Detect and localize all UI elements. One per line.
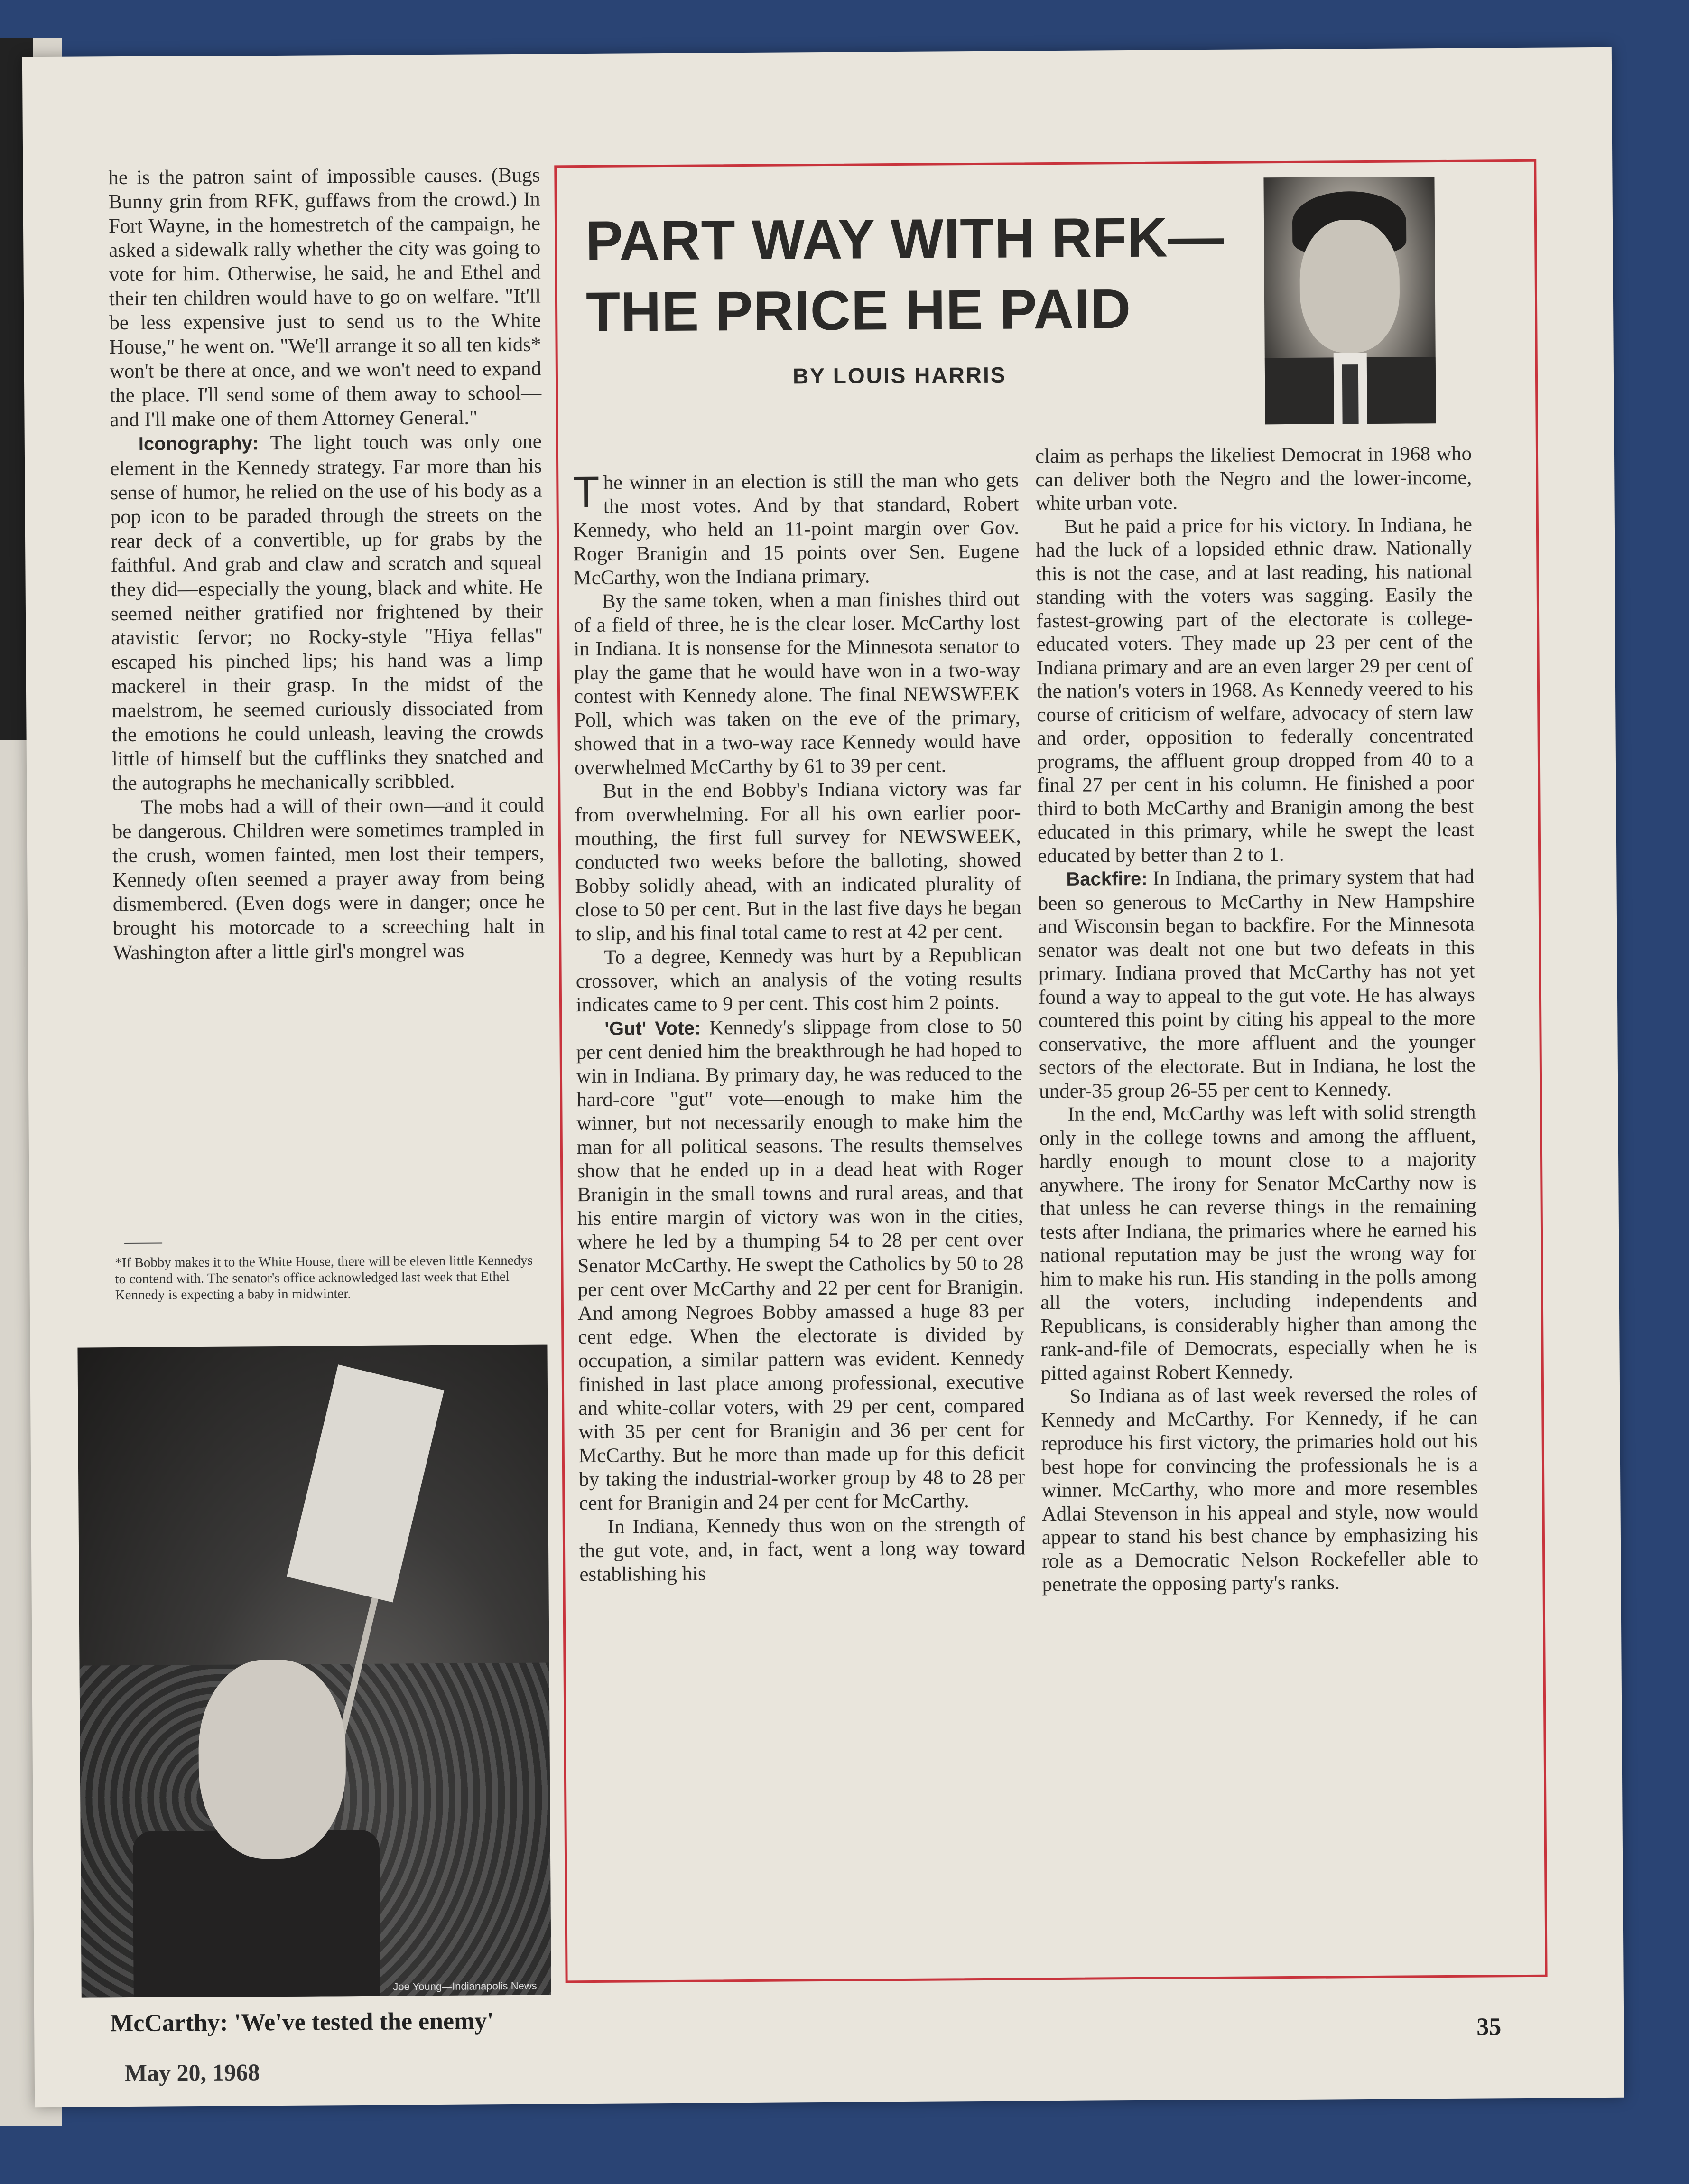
article-paragraph-4: To a degree, Kennedy was hurt by a Republican crossover, which an analysis of the voting results indicates came to 9 per cent. This cost him 2 points. — [575, 943, 1022, 1017]
article-paragraph-7: claim as perhaps the likeliest Democrat in 1968 who can deliver both the Negro and the lower-income, white urban vote. — [1035, 442, 1472, 515]
footnote-divider — [124, 1243, 162, 1244]
placard-sign — [287, 1364, 444, 1602]
article-headline — [585, 201, 1251, 348]
photo-caption: McCarthy: 'We've tested the enemy' — [110, 2007, 494, 2037]
backfire-paragraph — [1038, 865, 1476, 1103]
headline-line-2: THE PRICE HE PAID — [585, 278, 1132, 344]
photo-credit: Joe Young—Indianapolis News — [393, 1979, 537, 1993]
backfire-text: In Indiana, the primary system that had been so generous to McCarthy in New Hampshire and Wisconsin began to backfire. For the Minnesota senator was dealt not one but two defeats in this primary. Indiana proved that McCarthy has not yet found a way to appeal to the gut vote. He has always countered this point by citing his appeal to the more conservative, the more affluent and the younger sectors of the electorate. But in Indiana, he lost the under-35 group 26-55 per cent to Kennedy. — [1038, 865, 1476, 1102]
magazine-page — [22, 47, 1624, 2107]
iconography-kicker: Iconography: — [138, 433, 259, 455]
article-column-1 — [573, 468, 1025, 1587]
article-column-2 — [1035, 442, 1479, 1596]
continued-paragraph-1: he is the patron saint of impossible causes. (Bugs Bunny grin from RFK, guffaws from the crowd.) In Fort Wayne, in the homestretch of the campaign, he asked a sidewalk rally whether the city was going to vote for him. Otherwise, he said, he and Ethel and their ten children would have to go on welfare. "It'll be less expensive just to send us to the White House," he went on. "We'll arrange it so all ten kids* won't be there at once, and we won't need to expand the place. I'll send some of them away to school—and I'll make one of them Attorney General." — [108, 164, 542, 431]
article-paragraph-1 — [573, 468, 1020, 590]
article-paragraph-1-text: he winner in an election is still the man who gets the most votes. And by that standard, Robert Kennedy, who held an 11-point margin over Gov. Roger Branigin and 15 points over Sen. Eugene McCarthy, won the Indiana primary. — [573, 469, 1020, 589]
article-paragraph-10: In the end, McCarthy was left with solid strength only in the college towns and among the affluent, hardly enough to mount close to a majority anywhere. The irony for Senator McCarthy now is that unless he can reverse things in the remaining tests after Indiana, the primaries where he earned his national reputation may be just the wrong way for him to make his run. His standing in the polls among all the voters, including independents and Republicans, is considerably higher than among the rank-and-file of Democrats, especially when he is pitted against Robert Kennedy. — [1039, 1101, 1477, 1384]
portrait-face — [1299, 220, 1400, 353]
article-paragraph-2: By the same token, when a man finishes third out of a field of three, he is the clear loser. McCarthy lost in Indiana. It is nonsense for the Minnesota senator to play the game that he would have won in a two-way contest with Kennedy alone. The final NEWSWEEK Poll, which was taken on the eve of the primary, showed that in a two-way race Kennedy would have overwhelmed McCarthy by 61 to 39 per cent. — [574, 588, 1021, 779]
footnote: *If Bobby makes it to the White House, there will be eleven little Kennedys to contend with. The senator's office acknowledged last week that Ethel Kennedy is expecting a baby in midwinter. — [115, 1252, 533, 1303]
issue-date: May 20, 1968 — [124, 2059, 260, 2087]
mobs-paragraph: The mobs had a will of their own—and it could be dangerous. Children were sometimes trampled in the crush, women fainted, men lost their tempers, Kennedy often seemed a prayer away from being dismembered. (Even dogs were in danger; once he brought his motorcade to a screeching halt in Washington after a little girl's mongrel was — [112, 793, 545, 964]
gut-vote-paragraph — [576, 1014, 1025, 1515]
portrait-tie — [1342, 364, 1359, 424]
page-number: 35 — [1476, 2013, 1502, 2041]
iconography-paragraph — [110, 429, 544, 796]
mccarthy-face — [198, 1659, 346, 1859]
gut-vote-kicker: 'Gut' Vote: — [604, 1017, 701, 1039]
headline-line-1: PART WAY WITH RFK— — [585, 205, 1225, 273]
article-box — [554, 159, 1547, 1983]
drop-cap: T — [573, 467, 600, 517]
article-paragraph-8: But he paid a price for his victory. In Indiana, he had the luck of a lopsided ethnic draw. Nationally this is not the case, and at last reading, his national standing with the voters was sagging. Easily the fastest-growing part of the electorate is college-educated voters. They made up 23 per cent of the Indiana primary and are an even larger 29 per cent of the nation's voters in 1968. As Kennedy veered to his course of criticism of welfare, advocacy of stern law and order, opposition to federally concentrated programs, the affluent group dropped from 40 to a final 27 per cent in his column. He finished a poor third to both McCarthy and Branigin among the best educated in this primary, while he swept the least educated by better than 2 to 1. — [1036, 513, 1474, 867]
continued-column — [108, 163, 545, 965]
article-paragraph-6: In Indiana, Kennedy thus won on the strength of the gut vote, and, in fact, went a long way toward establishing his — [579, 1513, 1026, 1586]
mccarthy-crowd-photo — [77, 1345, 551, 1998]
author-portrait — [1263, 177, 1436, 424]
gut-vote-text: Kennedy's slippage from close to 50 per cent denied him the breakthrough he had hoped to win in Indiana. By primary day, he was reduced to the hard-core "gut" vote—enough to make him the winner, but not necessarily enough to make him the man for all political seasons. The results themselves show that he ended up in a dead heat with Roger Branigin in the small towns and rural areas, and that his entire margin of victory was won in the cities, where he led by a thumping 54 to 28 per cent over Senator McCarthy. He swept the Catholics by 50 to 28 per cent over McCarthy and 22 per cent for Branigin. And among Negroes Bobby amassed a huge 83 per cent edge. When the electorate is divided by occupation, a similar pattern was evident. Kennedy finished in last place among professional, executive and white-collar voters, with 29 per cent, compared with 35 per cent for Branigin and 36 per cent for McCarthy. But he more than made up for this deficit by taking the industrial-worker group by 48 to 28 per cent for Branigin and 24 per cent for McCarthy. — [576, 1015, 1025, 1515]
article-paragraph-3: But in the end Bobby's Indiana victory was far from overwhelming. For all his own earlier poor-mouthing, the first full survey for NEWSWEEK, conducted two weeks before the balloting, showed Bobby solidly ahead, with an indicated plurality of close to 50 per cent. But in the last five days he began to slip, and his final total came to rest at 42 per cent. — [575, 777, 1021, 945]
byline: BY LOUIS HARRIS — [792, 362, 1007, 389]
article-paragraph-11: So Indiana as of last week reversed the roles of Kennedy and McCarthy. For Kennedy, if he can reproduce his first victory, the primaries hold out his best hope for convincing the professionals he is a winner. McCarthy, who more and more resembles Adlai Stevenson in his appeal and style, now would appear to stand his best chance by emphasizing his role as a Democratic Nelson Rockefeller able to penetrate the opposing party's ranks. — [1041, 1382, 1479, 1596]
iconography-text: The light touch was only one element in the Kennedy strategy. Far more than his sense of humor, he relied on the use of his body as a pop icon to be paraded through the streets on the rear deck of a convertible, up for grabs by the faithful. And grab and claw and scratch and squeal they did—especially the young, black and white. He seemed neither gratified nor frightened by their atavistic fervor; no Rocky-style "Hiya fellas" escaped his pinched lips; his hand was a limp mackerel in their grasp. In the midst of the maelstrom, he seemed curiously dissociated from the emotions he could unleash, leaving the crowds little of himself but the cufflinks they snatched and the autographs he mechanically scribbled. — [110, 430, 544, 795]
backfire-kicker: Backfire: — [1066, 868, 1148, 890]
